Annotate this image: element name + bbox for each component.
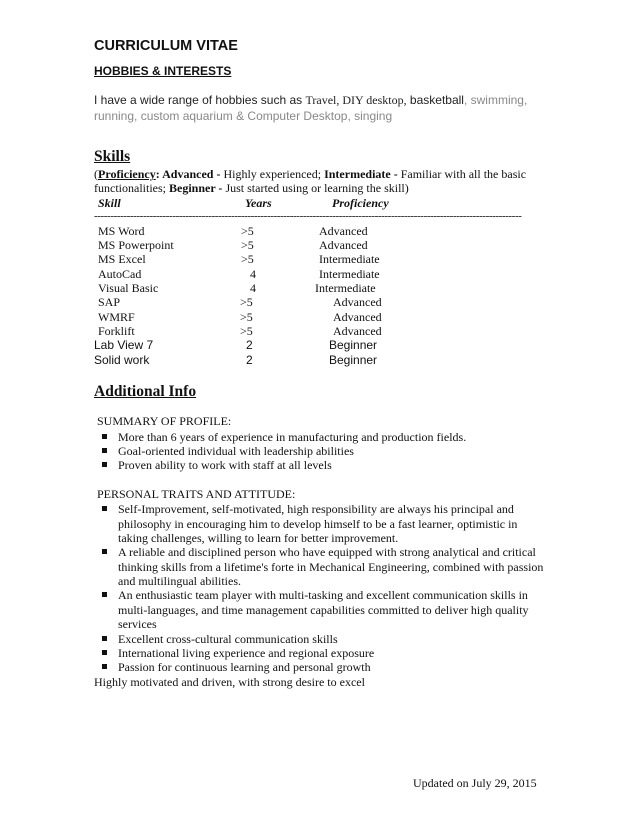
- bullet-square-icon: [102, 434, 107, 439]
- trait-text: A reliable and disciplined person who have equipped with strong analytical and critical thinking skills from a lifetime's forte in Mechanical Engineering, combined with passion and multilingual abilities.: [118, 545, 544, 588]
- trait-item: [118, 632, 538, 647]
- skill-name: WMRF: [98, 310, 135, 324]
- skill-name: Forklift: [98, 324, 135, 338]
- skill-level: Beginner: [329, 338, 378, 352]
- column-header-proficiency: Proficiency: [332, 196, 389, 210]
- trait-item: [118, 545, 548, 589]
- trait-text: Passion for continuous learning and personal growth: [118, 660, 371, 674]
- skill-years: >5: [240, 324, 253, 338]
- skill-name: MS Excel: [98, 252, 146, 266]
- hobbies-text-d: , swimming,: [463, 93, 528, 107]
- skill-level: Intermediate: [315, 281, 376, 295]
- column-header-skill: Skill: [98, 196, 121, 210]
- skill-level: Advanced: [333, 295, 382, 309]
- skill-level: Beginner: [329, 353, 378, 367]
- skill-years: 2: [246, 353, 253, 367]
- skill-name: Lab View 7: [94, 338, 154, 352]
- bullet-square-icon: [102, 506, 107, 511]
- traits-heading: PERSONAL TRAITS AND ATTITUDE:: [97, 487, 296, 501]
- bullet-square-icon: [102, 636, 107, 641]
- closing-statement: Highly motivated and driven, with strong desire to excel: [94, 675, 365, 689]
- skill-level: Intermediate: [319, 252, 380, 266]
- summary-text: More than 6 years of experience in manufacturing and production fields.: [118, 430, 467, 444]
- skill-name: MS Word: [98, 224, 145, 238]
- proficiency-legend-line-2: [94, 181, 409, 196]
- skill-years: 4: [250, 281, 256, 295]
- trait-text: Self-Improvement, self-motivated, high responsibility are always his principal and philosophy in encouraging him to develop himself to be a fast learner, optimistic in taking challenges, willing to learn for better improvement.: [118, 502, 518, 545]
- legend-beginner-desc: Just started using or learning the skill): [225, 181, 409, 195]
- hobbies-text-c: basketball: [406, 93, 464, 107]
- skill-name: Visual Basic: [98, 281, 159, 295]
- skill-name: MS Powerpoint: [98, 238, 174, 252]
- skills-heading: Skills: [94, 148, 131, 165]
- summary-item: [118, 444, 538, 459]
- legend-beginner: Beginner -: [168, 181, 226, 195]
- legend-proficiency: Proficiency: [98, 167, 156, 181]
- summary-heading: SUMMARY OF PROFILE:: [97, 414, 232, 428]
- trait-item: [118, 660, 538, 675]
- summary-item: [118, 458, 538, 473]
- skill-years: >5: [241, 238, 254, 252]
- trait-text: An enthusiastic team player with multi-tasking and excellent communication skills in multi-languages, and time management capabilities committed to deliver high quality services: [118, 588, 529, 631]
- skill-name: SAP: [98, 295, 121, 309]
- bullet-square-icon: [102, 650, 107, 655]
- bullet-square-icon: [102, 448, 107, 453]
- summary-text: Goal-oriented individual with leadership abilities: [118, 444, 354, 458]
- trait-text: Excellent cross-cultural communication skills: [118, 632, 338, 646]
- hobbies-line-2: running, custom aquarium & Computer Desktop, singing: [94, 109, 393, 123]
- skill-years: >5: [240, 310, 253, 324]
- trait-item: [118, 646, 538, 661]
- hobbies-text-b: Travel, DIY desktop,: [305, 93, 407, 107]
- legend-open: (: [94, 167, 98, 181]
- bullet-square-icon: [102, 549, 107, 554]
- skill-level: Intermediate: [319, 267, 380, 281]
- legend-advanced: : Advanced -: [155, 167, 224, 181]
- bullet-square-icon: [102, 592, 107, 597]
- skill-years: 2: [246, 338, 253, 352]
- skill-level: Advanced: [333, 310, 382, 324]
- trait-text: International living experience and regional exposure: [118, 646, 375, 660]
- hobbies-text-a: I have a wide range of hobbies such as: [94, 93, 306, 107]
- column-header-years: Years: [245, 196, 272, 210]
- skill-years: >5: [241, 252, 254, 266]
- skill-level: Advanced: [319, 238, 368, 252]
- skills-divider: -----------------------------------------------------------------------------------------------------------------------------------: [94, 210, 522, 222]
- document-title: CURRICULUM VITAE: [94, 38, 238, 54]
- additional-info-heading: Additional Info: [94, 383, 197, 400]
- hobbies-line-1: [94, 93, 527, 108]
- skill-years: >5: [241, 224, 254, 238]
- skill-name: AutoCad: [98, 267, 142, 281]
- trait-item: [118, 502, 548, 546]
- proficiency-legend-line-1: [94, 167, 526, 182]
- skill-level: Advanced: [333, 324, 382, 338]
- skill-years: >5: [240, 295, 253, 309]
- summary-text: Proven ability to work with staff at all levels: [118, 458, 332, 472]
- skill-level: Advanced: [319, 224, 368, 238]
- legend-intermediate-desc: Familiar with all the basic: [400, 167, 527, 181]
- skill-years: 4: [250, 267, 256, 281]
- legend-functionalities: functionalities;: [94, 181, 169, 195]
- trait-item: [118, 588, 548, 632]
- hobbies-heading: HOBBIES & INTERESTS: [94, 64, 232, 78]
- legend-advanced-desc: Highly experienced;: [223, 167, 325, 181]
- skill-name: Solid work: [94, 353, 150, 367]
- summary-item: [118, 430, 538, 445]
- bullet-square-icon: [102, 462, 107, 467]
- legend-intermediate: Intermediate -: [324, 167, 401, 181]
- updated-date: Updated on July 29, 2015: [413, 776, 537, 790]
- bullet-square-icon: [102, 664, 107, 669]
